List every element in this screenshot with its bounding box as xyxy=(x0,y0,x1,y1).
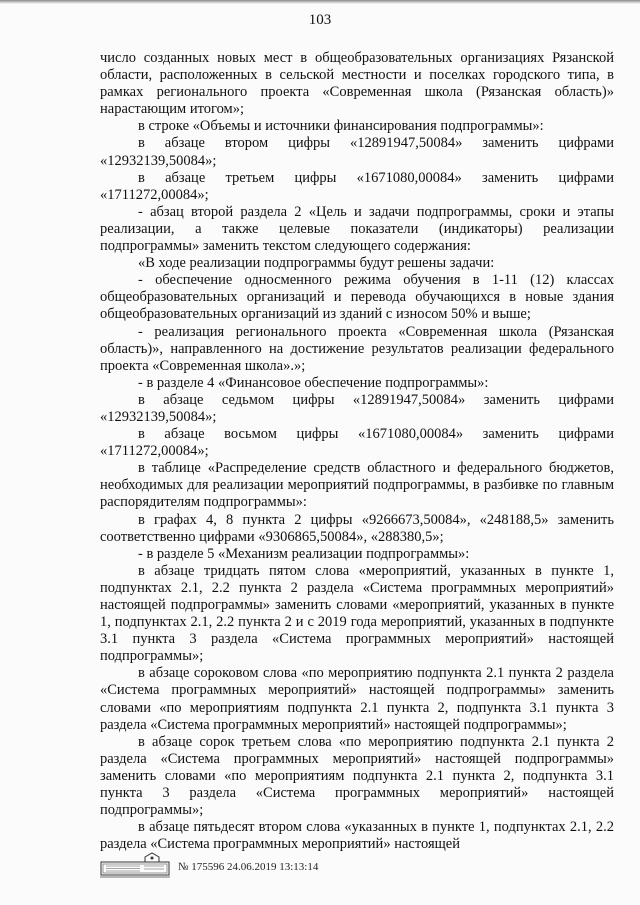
paragraph: - абзац второй раздела 2 «Цель и задачи подпрограммы, сроки и этапы реализации, а также целевые показатели (индикаторы) реализации подпрограммы» заменить текстом следующего содержания: xyxy=(100,203,614,255)
paragraph: - в разделе 4 «Финансовое обеспечение подпрограммы»: xyxy=(138,374,489,391)
registration-stamp-text: № 175596 24.06.2019 13:13:14 xyxy=(178,861,319,873)
page-number: 103 xyxy=(308,12,332,28)
paragraph: в абзаце сорок третьем слова «по мероприятию подпункта 2.1 пункта 2 раздела «Система программных мероприятий» настоящей подпрограммы» заменить словами «по мероприятиям подпункта 2.1 пункта 2, подпункта 3.1 пункта 3 раздела «Система программных мероприятий» настоящей подпрограммы»; xyxy=(100,733,614,819)
paragraph: в абзаце сороковом слова «по мероприятию подпункта 2.1 пункта 2 раздела «Система программных мероприятий» настоящей подпрограммы» заменить словами «по мероприятиям подпункта 2.1 пункта 2, подпункта 3.1 пункта 3 раздела «Система программных мероприятий» настоящей подпрограммы»; xyxy=(100,665,614,733)
paragraph: в абзаце тридцать пятом слова «мероприятий, указанных в пункте 1, подпунктах 2.1, 2.2 пункта 2 раздела «Система программных мероприятий» настоящей подпрограммы» заменить словами «мероприятий, указанных в пункте 1, подпунктах 2.1, 2.2 пункта 2 и с 2019 года мероприятий, указанных в подпункте 3.1 пункта 3 раздела «Система программных мероприятий» настоящей подпрограммы»; xyxy=(100,562,614,665)
paragraph: в строке «Объемы и источники финансирования подпрограммы»: xyxy=(138,118,544,135)
paragraph: в графах 4, 8 пункта 2 цифры «9266673,50084», «248188,5» заменить соответственно цифрами «9306865,50084», «288380,5»; xyxy=(100,511,614,545)
paragraph: - обеспечение односменного режима обучения в 1-11 (12) классах общеобразовательных организаций и перевода обучающихся в новые здания общеобразовательных организаций из зданий с износом 50% и выше; xyxy=(100,272,614,323)
paragraph: в абзаце восьмом цифры «1671080,00084» заменить цифрами «1711272,00084»; xyxy=(100,426,614,460)
seal-stamp-icon xyxy=(100,852,170,878)
body-text xyxy=(100,50,614,853)
paragraph: в абзаце пятьдесят втором слова «указанных в пункте 1, подпунктах 2.1, 2.2 раздела «Система программных мероприятий» настоящей xyxy=(100,819,614,853)
footer xyxy=(100,852,520,882)
paragraph: - реализация регионального проекта «Современная школа (Рязанская область)», направленного на достижение результатов реализации федерального проекта «Современная школа».»; xyxy=(100,323,614,374)
paragraph: число созданных новых мест в общеобразовательных организациях Рязанской области, расположенных в сельской местности и поселках городского типа, в рамках регионального проекта «Современная школа (Рязанская область)» нарастающим итогом»; xyxy=(100,50,614,118)
paragraph: «В ходе реализации подпрограммы будут решены задачи: xyxy=(138,255,495,272)
paragraph: в абзаце седьмом цифры «12891947,50084» заменить цифрами «12932139,50084»; xyxy=(100,391,614,425)
paragraph: в таблице «Распределение средств областного и федерального бюджетов, необходимых для реализации мероприятий подпрограммы, в разбивке по главным распорядителям подпрограммы»: xyxy=(100,460,614,511)
paragraph: в абзаце втором цифры «12891947,50084» заменить цифрами «12932139,50084»; xyxy=(100,135,614,169)
paragraph: - в разделе 5 «Механизм реализации подпрограммы»: xyxy=(138,545,470,562)
paragraph: в абзаце третьем цифры «1671080,00084» заменить цифрами «1711272,00084»; xyxy=(100,169,614,203)
scan-edge xyxy=(0,0,640,4)
